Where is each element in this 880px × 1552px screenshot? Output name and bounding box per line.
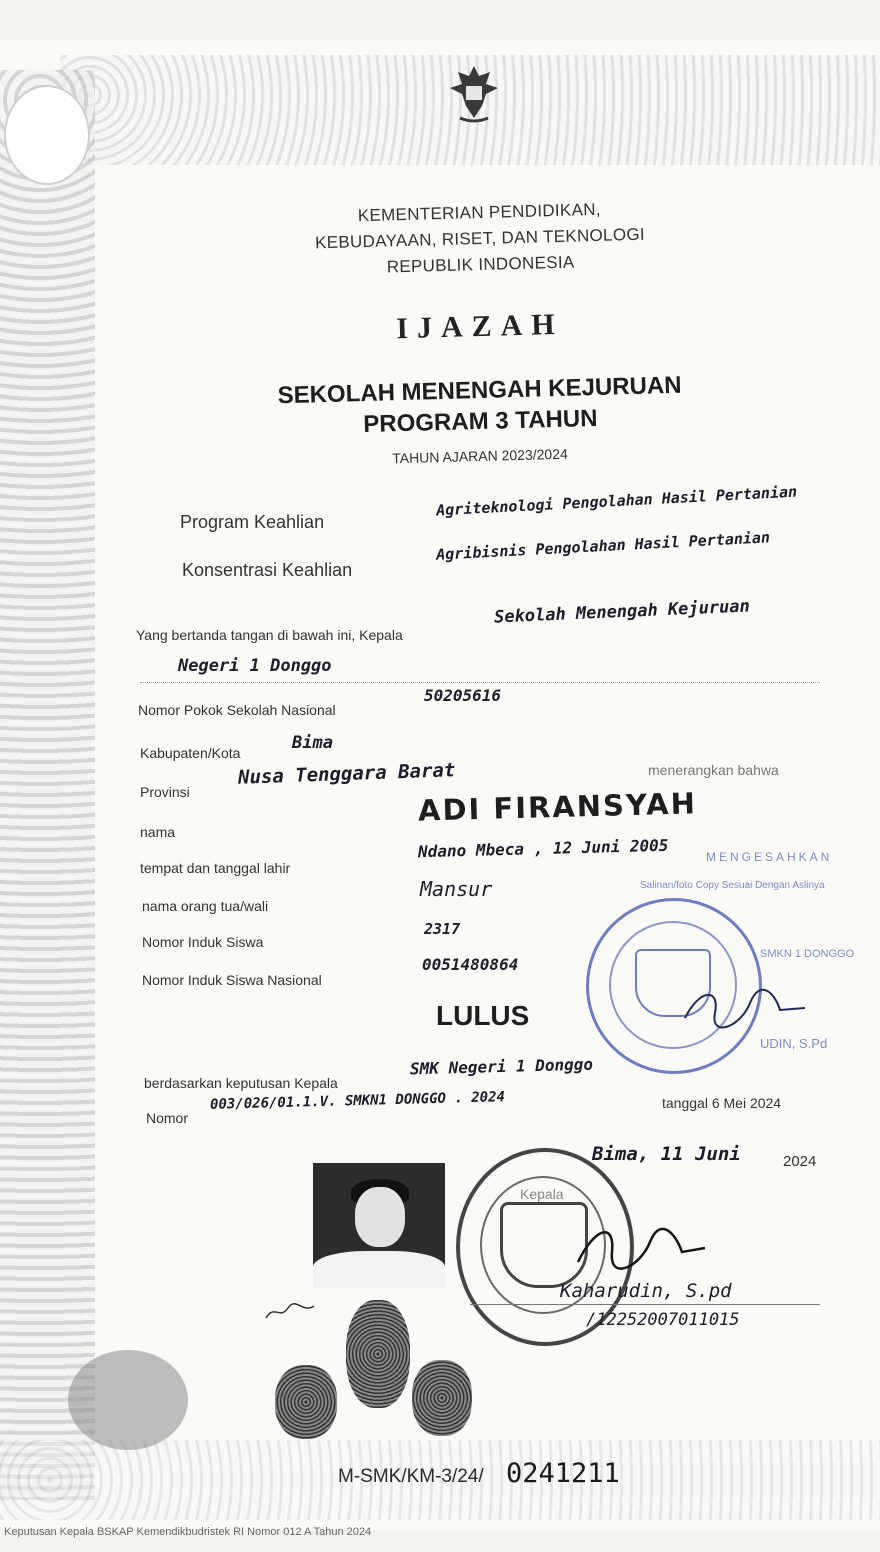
sign-place-date: Bima, 11 Juni xyxy=(592,1143,741,1165)
birth-label: tempat dan tanggal lahir xyxy=(140,860,291,876)
garuda-emblem-icon xyxy=(446,62,502,124)
npsn-value: 50205616 xyxy=(424,686,502,705)
program-label: Program Keahlian xyxy=(180,512,325,532)
principal-nip: /12252007011015 xyxy=(586,1310,740,1330)
states-label: menerangkan bahwa xyxy=(648,762,779,778)
ministry-line-3: REPUBLIK INDONESIA xyxy=(386,252,575,277)
regency-value: Bima xyxy=(292,733,333,753)
birth-value: Ndano Mbeca , 12 Juni 2005 xyxy=(417,835,669,862)
decision-date: tanggal 6 Mei 2024 xyxy=(662,1095,782,1111)
school-type-line-2: PROGRAM 3 TAHUN xyxy=(362,404,598,439)
student-signature-icon xyxy=(262,1296,322,1326)
number-value: 003/026/01.1.V. SMKN1 DONGGO . 2024 xyxy=(209,1089,506,1113)
ministry-line-2: KEBUDAYAAN, RISET, DAN TEKNOLOGI xyxy=(314,224,646,253)
province-label: Provinsi xyxy=(140,784,190,800)
ministry-line-1: KEMENTERIAN PENDIDIKAN, xyxy=(357,199,602,226)
signer-value-2: Negeri 1 Donggo xyxy=(178,656,332,676)
upper-signature-icon xyxy=(680,978,810,1038)
left-thumbprint xyxy=(275,1365,337,1439)
student-name: ADI FIRANSYAH xyxy=(417,786,698,828)
province-value: Nusa Tenggara Barat xyxy=(237,759,456,789)
decision-value: SMK Negeri 1 Donggo xyxy=(409,1054,594,1079)
npsn-label: Nomor Pokok Sekolah Nasional xyxy=(138,702,336,718)
copy-note: Salinan/foto Copy Sesuai Dengan Aslinya xyxy=(640,880,825,891)
concentration-value: Agribisnis Pengolahan Hasil Pertanian xyxy=(435,528,771,564)
sign-title: Kepala xyxy=(520,1186,564,1202)
regency-label: Kabupaten/Kota xyxy=(140,745,241,761)
name-label: nama xyxy=(140,824,176,840)
parent-value: Mansur xyxy=(420,877,493,901)
nis-value: 2317 xyxy=(424,920,461,938)
signature-line xyxy=(470,1304,820,1305)
ministry-header xyxy=(269,195,691,284)
signer-label: Yang bertanda tangan di bawah ini, Kepala xyxy=(136,627,403,643)
nisn-label: Nomor Induk Siswa Nasional xyxy=(142,972,322,988)
student-photo xyxy=(313,1163,445,1288)
document-title: IJAZAH xyxy=(395,307,565,346)
school-type-line-1: SEKOLAH MENENGAH KEJURUAN xyxy=(277,371,682,410)
concentration-label: Konsentrasi Keahlian xyxy=(182,560,353,580)
academic-year: TAHUN AJARAN 2023/2024 xyxy=(392,445,568,467)
decision-label: berdasarkan keputusan Kepala xyxy=(144,1075,338,1091)
serial-number: 0241211 xyxy=(506,1458,620,1489)
stamp-school: SMKN 1 DONGGO xyxy=(760,948,855,960)
parent-label: nama orang tua/wali xyxy=(142,898,269,914)
number-label: Nomor xyxy=(146,1110,189,1126)
signer-value-1: Sekolah Menengah Kejuruan xyxy=(493,596,751,628)
result-status: LULUS xyxy=(436,1000,530,1031)
security-hologram xyxy=(68,1350,188,1450)
principal-signature-icon xyxy=(570,1212,710,1282)
corner-medallion xyxy=(4,85,90,185)
right-thumbprint xyxy=(412,1360,472,1436)
center-thumbprint xyxy=(346,1300,410,1408)
program-value: Agriteknologi Pengolahan Hasil Pertanian xyxy=(435,482,798,520)
stamp-udin: UDIN, S.Pd xyxy=(760,1036,828,1051)
nisn-value: 0051480864 xyxy=(422,955,519,974)
ornament-border-left xyxy=(0,70,95,1500)
sign-year: 2024 xyxy=(783,1153,817,1170)
school-type xyxy=(239,369,720,444)
legalized-text: MENGESAHKAN xyxy=(706,850,833,864)
decree-text: Keputusan Kepala BSKAP Kemendikbudristek RI Nomor 012 A Tahun 2024 xyxy=(4,1526,372,1538)
dotted-line xyxy=(140,682,820,683)
nis-label: Nomor Induk Siswa xyxy=(142,934,264,950)
principal-name: Kaharudin, S.pd xyxy=(560,1280,732,1302)
serial-prefix: M-SMK/KM-3/24/ xyxy=(338,1466,484,1487)
